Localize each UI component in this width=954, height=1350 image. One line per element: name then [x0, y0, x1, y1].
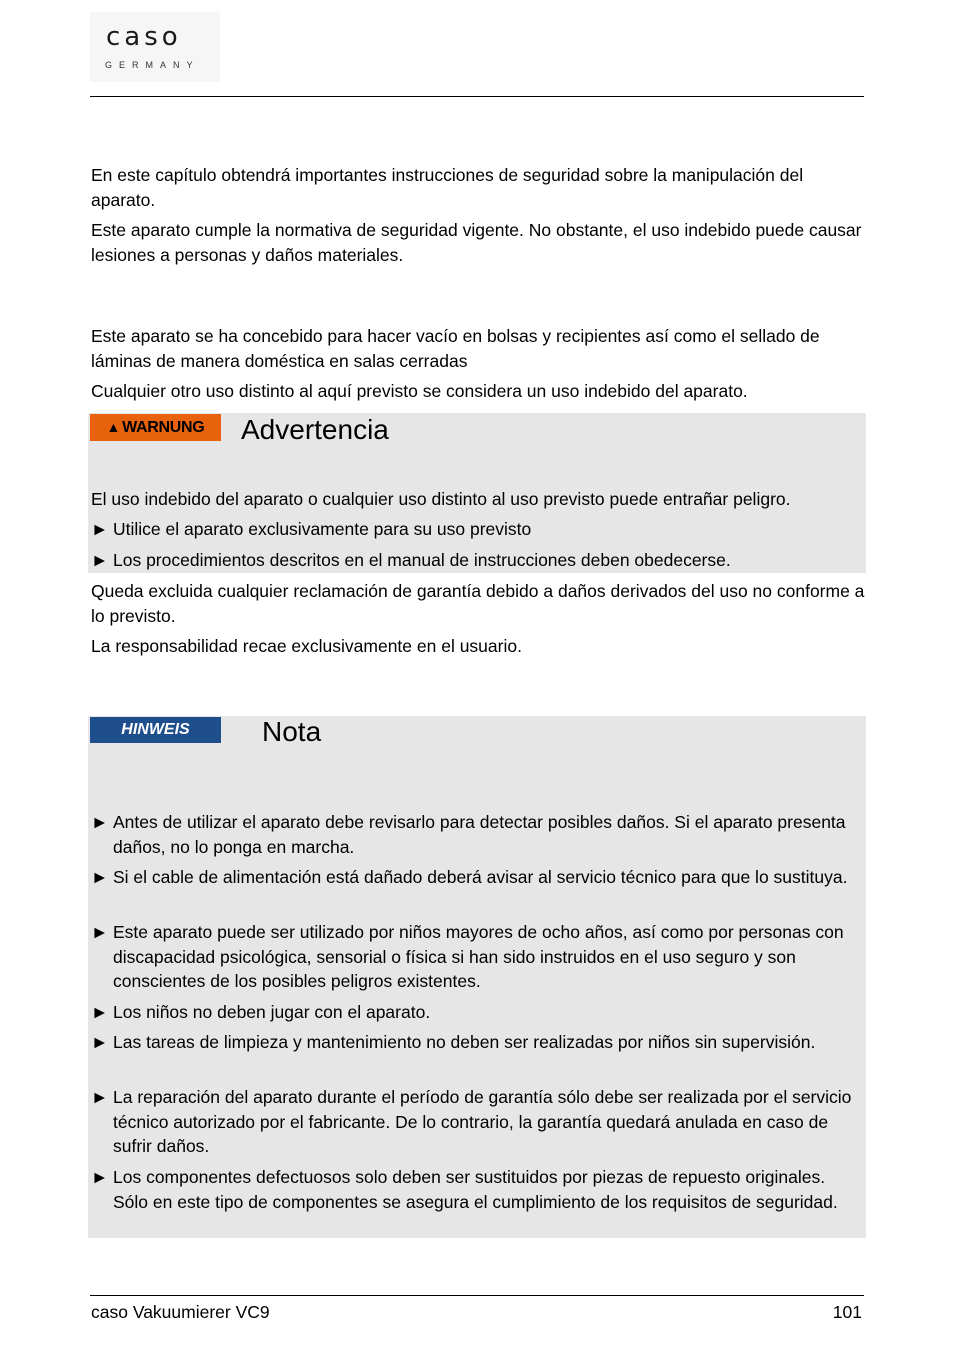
warning-text: El uso indebido del aparato o cualquier uso distinto al uso previsto puede entrañar peligro. [91, 489, 791, 509]
note-heading: Nota [262, 716, 322, 747]
use-paragraph-2: Cualquier otro uso distinto al aquí previsto se considera un uso indebido del aparato. [91, 381, 748, 401]
footer-rule [90, 1295, 864, 1296]
responsibility-paragraph: La responsabilidad recae exclusivamente en el usuario. [91, 636, 522, 656]
warning-badge-label: WARNUNG [122, 419, 205, 436]
bullet-arrow-icon: ► [91, 519, 109, 539]
note-bullet: ► Si el cable de alimentación está dañado deberá avisar al servicio técnico para que lo sustituya. [91, 865, 863, 890]
note-bullet: ► Este aparato puede ser utilizado por niños mayores de ocho años, así como por personas con discapacidad psicológica, sensorial o física si han sido instruidos en el uso seguro y son conscientes de los posibles peligros existentes. [91, 922, 844, 991]
bullet-arrow-icon: ► [91, 550, 109, 570]
note-bullet: ► Los niños no deben jugar con el aparato. [91, 1000, 863, 1025]
bullet-arrow-icon: ► [91, 867, 109, 887]
bullet-arrow-icon: ► [91, 1002, 109, 1022]
brand-logo [90, 12, 220, 82]
use-paragraph-1: Este aparato se ha concebido para hacer vacío en bolsas y recipientes así como el sellado de láminas de manera doméstica en salas cerradas [91, 326, 820, 371]
note-badge: HINWEIS [90, 717, 221, 743]
intro-paragraph-1: En este capítulo obtendrá importantes instrucciones de seguridad sobre la manipulación del aparato. [91, 165, 804, 210]
logo-subtitle: GERMANY [105, 60, 200, 70]
note-bullet: ► La reparación del aparato durante el período de garantía sólo debe ser realizada por el servicio técnico autorizado por el fabricante. De lo contrario, la garantía quedará anulada en caso de sufrir daños. [91, 1087, 852, 1156]
bullet-arrow-icon: ► [91, 812, 109, 832]
bullet-arrow-icon: ► [91, 922, 109, 942]
warning-badge [90, 414, 221, 441]
header-rule [90, 96, 864, 97]
note-bullet: ► Antes de utilizar el aparato debe revisarlo para detectar posibles daños. Si el aparato presenta daños, no lo ponga en marcha. [91, 812, 846, 857]
footer-title: caso Vakuumierer VC9 [91, 1302, 270, 1322]
bullet-arrow-icon: ► [91, 1167, 109, 1187]
warning-heading: Advertencia [241, 414, 389, 445]
warning-bullet: ► Los procedimientos descritos en el manual de instrucciones deben obedecerse. [91, 548, 863, 573]
intro-paragraph-2: Este aparato cumple la normativa de seguridad vigente. No obstante, el uso indebido puede causar lesiones a personas y daños materiales. [91, 220, 862, 265]
bullet-arrow-icon: ► [91, 1032, 109, 1052]
note-bullet: ► Las tareas de limpieza y mantenimiento no deben ser realizadas por niños sin supervisión. [91, 1030, 863, 1055]
page-number: 101 [832, 1302, 862, 1322]
warning-bullet: ► Utilice el aparato exclusivamente para su uso previsto [91, 517, 863, 542]
warning-triangle-icon: ▲ [106, 419, 121, 435]
bullet-arrow-icon: ► [91, 1087, 109, 1107]
warranty-paragraph: Queda excluida cualquier reclamación de garantía debido a daños derivados del uso no conforme a lo previsto. [91, 581, 865, 626]
logo-wordmark: caso [106, 22, 182, 52]
note-bullet: ► Los componentes defectuosos solo deben ser sustituidos por piezas de repuesto originales. Sólo en este tipo de componentes se asegura el cumplimiento de los requisitos de seguridad. [91, 1167, 838, 1212]
